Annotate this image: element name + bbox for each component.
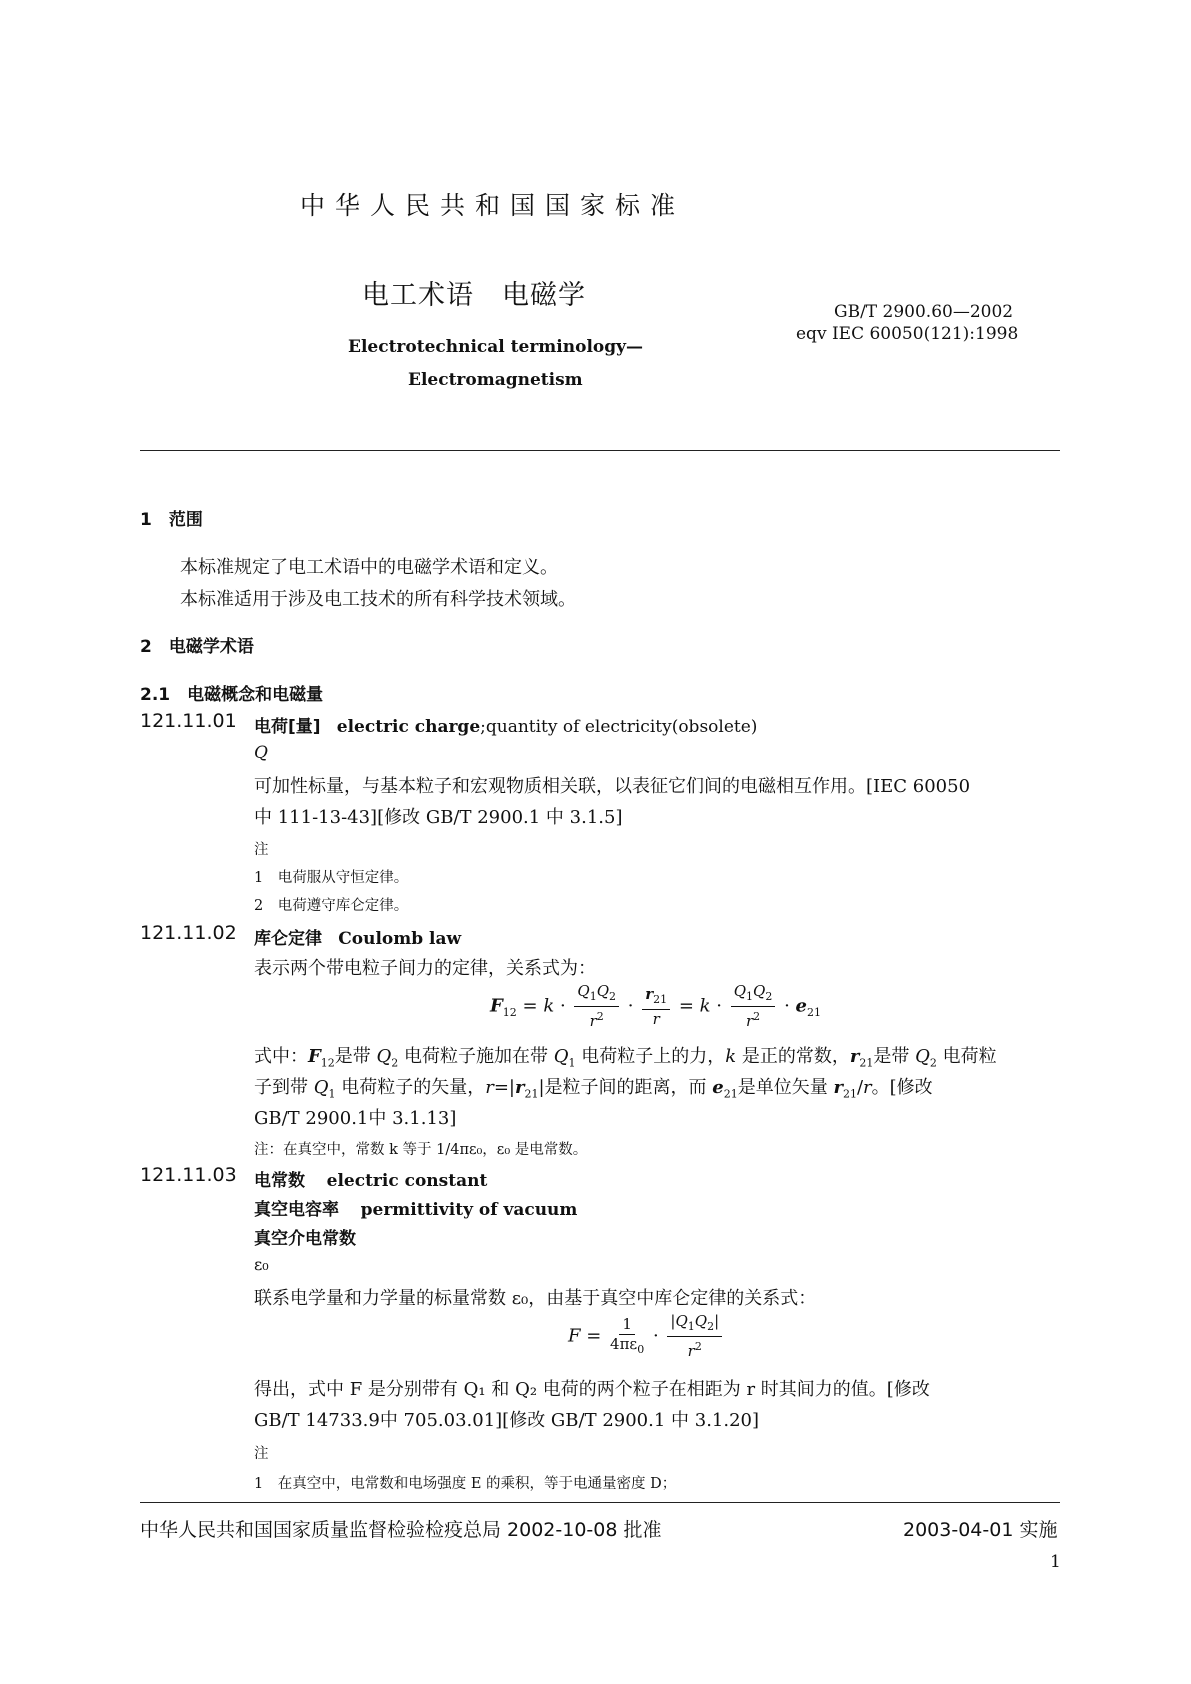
section-2-heading: 2 电磁学术语 <box>140 637 254 657</box>
electric-constant-formula: F = $\frac{1}{4\pi\varepsilon_0}$ · $\frac{|Q_1Q_2|}{r^2}$ <box>568 1313 725 1360</box>
document-title-en-line1: Electrotechnical terminology— <box>348 337 644 357</box>
note-label: 注 <box>254 842 269 858</box>
term-synonym: 真空介电常数 <box>254 1229 356 1249</box>
definition-line: 可加性标量，与基本粒子和宏观物质相关联，以表征它们间的电磁相互作用。[IEC 60050 <box>254 776 971 797</box>
term-heading <box>254 712 757 737</box>
term-en: electric charge <box>336 717 481 737</box>
note-item: 1 在真空中，电常数和电场强度 E 的乘积，等于电通量密度 D； <box>254 1476 677 1492</box>
term-en: permittivity of vacuum <box>360 1200 578 1220</box>
standard-code-gb: GB/T 2900.60—2002 <box>834 302 1014 322</box>
footer-divider <box>140 1502 1060 1503</box>
term-synonym <box>254 1195 577 1220</box>
explanation-line: 式中：$F_{12}$是带 $Q_2$ 电荷粒子施加在带 $Q_1$ 电荷粒子上的力，k 是正的常数，$r_{21}$是带 $Q_2$ 电荷粒 <box>254 1046 997 1070</box>
section-2-1-heading: 2.1 电磁概念和电磁量 <box>140 685 324 705</box>
page-number: 1 <box>1050 1552 1061 1572</box>
term-number: 121.11.01 <box>140 710 237 732</box>
note-item: 2 电荷遵守库仑定律。 <box>254 898 409 914</box>
definition-line: 中 111-13-43][修改 GB/T 2900.1 中 3.1.5] <box>254 807 623 828</box>
note-label: 注 <box>254 1446 269 1462</box>
document-title-en-line2: Electromagnetism <box>408 370 583 390</box>
explanation-line: GB/T 2900.1中 3.1.13] <box>254 1108 457 1129</box>
explanation-line: 子到带 $Q_1$ 电荷粒子的矢量，$r=|r_{21}|$是粒子间的距离，而 $e_{21}$是单位矢量 $r_{21}/r$。[修改 <box>254 1077 933 1101</box>
term-heading <box>254 1166 487 1191</box>
effective-date: 2003-04-01 实施 <box>903 1519 1058 1541</box>
term-intro: 联系电学量和力学量的标量常数 ε₀，由基于真空中库仑定律的关系式： <box>254 1288 817 1309</box>
scope-para-1: 本标准规定了电工术语中的电磁学术语和定义。 <box>180 557 558 578</box>
standard-code-iec: eqv IEC 60050(121):1998 <box>796 324 1019 344</box>
term-cn: 电常数 <box>254 1171 305 1191</box>
term-number: 121.11.03 <box>140 1164 237 1186</box>
term-symbol: ε₀ <box>254 1255 269 1274</box>
scope-para-2: 本标准适用于涉及电工技术的所有科学技术领域。 <box>180 589 576 610</box>
term-number: 121.11.02 <box>140 922 237 944</box>
section-1-heading: 1 范围 <box>140 510 203 530</box>
term-cn: 电荷[量] <box>254 717 321 737</box>
term-en-alt: ;quantity of electricity(obsolete) <box>480 717 758 737</box>
term-symbol: Q <box>254 743 268 763</box>
term-heading <box>254 924 461 949</box>
explanation-line: GB/T 14733.9中 705.03.01][修改 GB/T 2900.1 中 3.1.20] <box>254 1410 760 1431</box>
term-en: Coulomb law <box>338 929 462 949</box>
term-intro: 表示两个带电粒子间力的定律，关系式为： <box>254 958 596 979</box>
document-title-cn: 电工术语 电磁学 <box>362 280 586 311</box>
issuer-approval: 中华人民共和国国家质量监督检验检疫总局 2002-10-08 批准 <box>140 1519 662 1541</box>
explanation-line: 得出，式中 F 是分别带有 Q₁ 和 Q₂ 电荷的两个粒子在相距为 r 时其间力的值。[修改 <box>254 1379 930 1400</box>
note-item: 1 电荷服从守恒定律。 <box>254 870 409 886</box>
header-divider <box>140 450 1060 451</box>
term-cn: 库仑定律 <box>254 929 322 949</box>
coulomb-formula: $F_{12} = k$ · $\frac{Q_1Q_2}{r^2}$ · $\frac{r_{21}}{r}$ = k · $\frac{Q_1Q_2}{r^2}$ · $e_{21}$ <box>490 982 821 1030</box>
note-item: 注：在真空中，常数 k 等于 1/4πε₀，ε₀ 是电常数。 <box>254 1142 588 1158</box>
term-cn: 真空电容率 <box>254 1200 339 1220</box>
term-en: electric constant <box>326 1171 488 1191</box>
national-standard-heading: 中华人民共和国国家标准 <box>300 191 686 220</box>
